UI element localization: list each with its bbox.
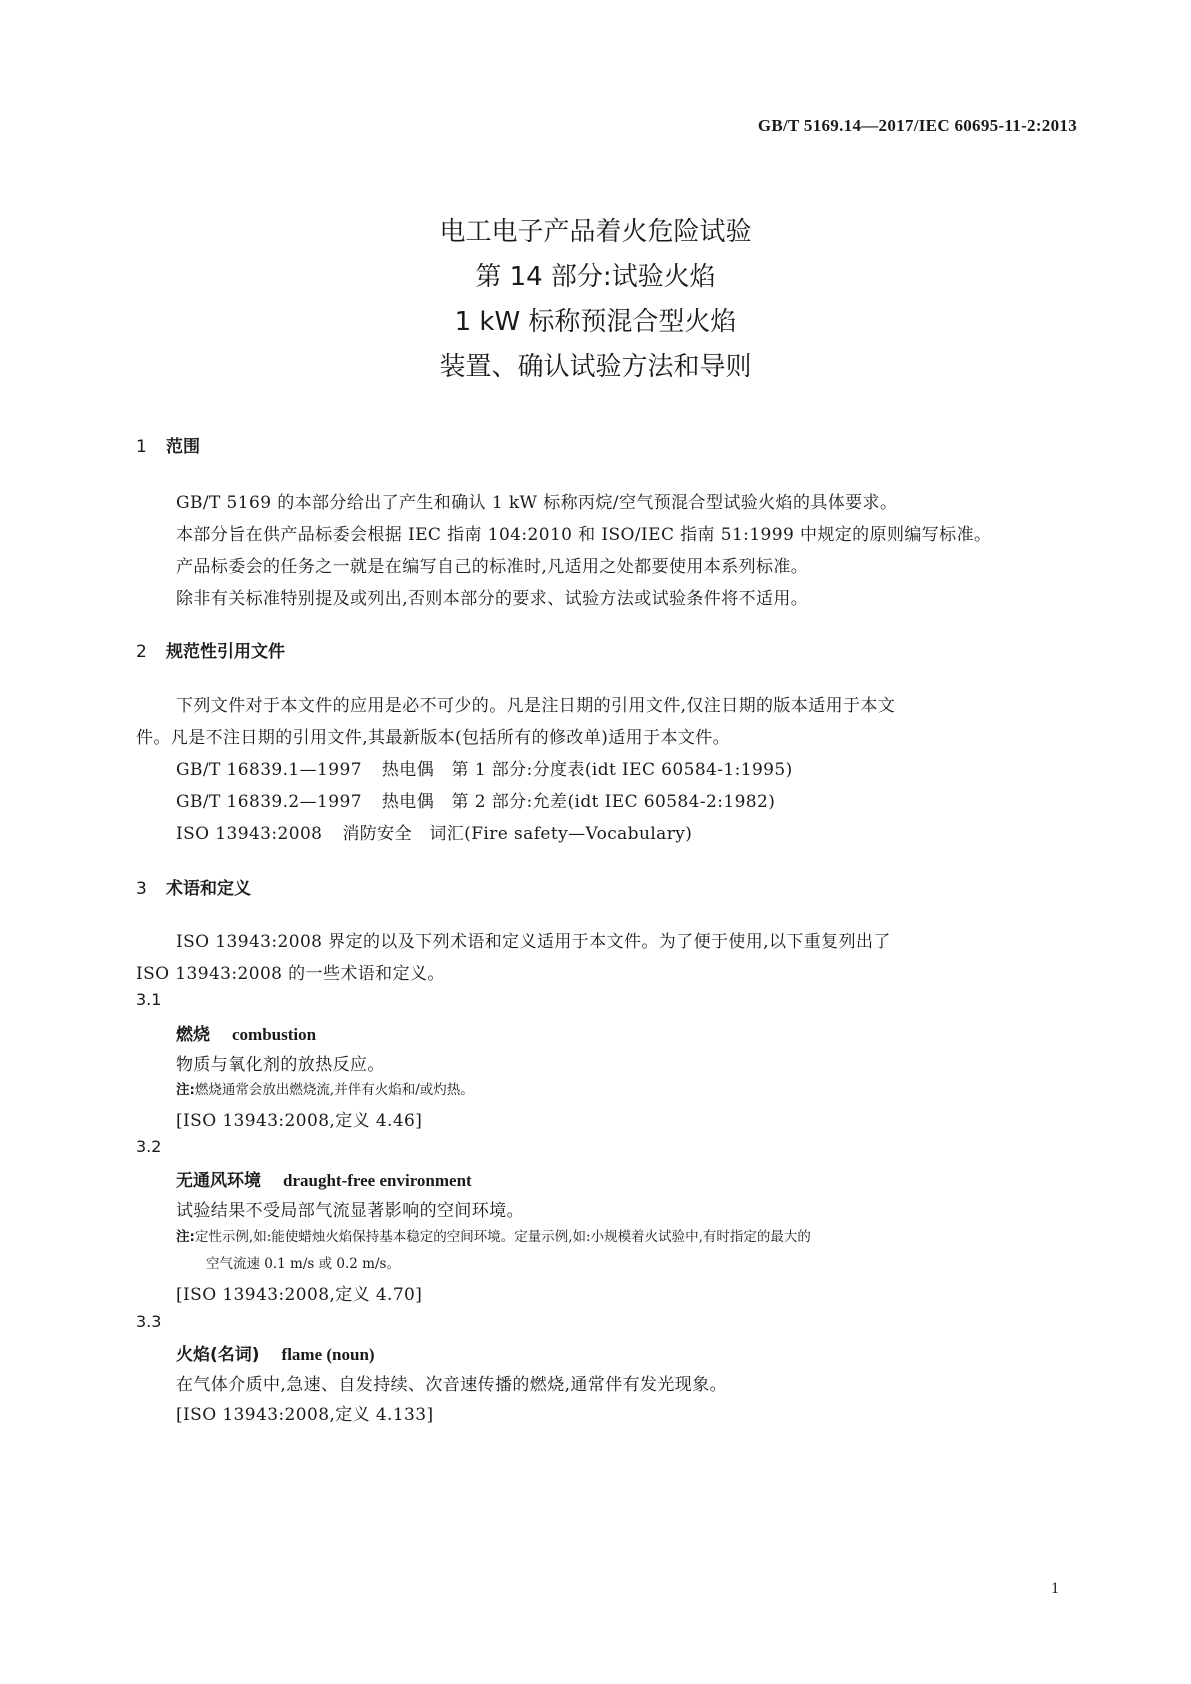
paragraph: ISO 13943:2008 的一些术语和定义。 [136,964,445,984]
section-2-heading [136,637,285,662]
term-chinese: 燃烧 [176,1025,210,1045]
term-source: [ISO 13943:2008,定义 4.70] [176,1285,423,1305]
term-heading [176,1166,472,1191]
section-1-heading [136,432,200,457]
reference-item [136,786,1056,818]
section-number: 2 [136,642,147,662]
section-number: 3 [136,879,147,899]
reference-code: ISO 13943:2008 [176,824,323,844]
paragraph: 产品标委会的任务之一就是在编写自己的标准时,凡适用之处都要使用本系列标准。 [176,557,809,577]
section-1-body [136,487,1056,615]
term-source: [ISO 13943:2008,定义 4.133] [176,1405,434,1425]
reference-title: 热电偶 第 1 部分:分度表(idt IEC 60584-1:1995) [381,760,793,780]
note-text: 空气流速 0.1 m/s 或 0.2 m/s。 [206,1256,400,1272]
reference-item [136,754,1056,786]
section-3-heading [136,874,251,899]
term-heading [176,1340,375,1365]
term-chinese: 火焰(名词) [176,1345,260,1365]
term-chinese: 无通风环境 [176,1171,261,1191]
paragraph: 除非有关标准特别提及或列出,否则本部分的要求、试验方法或试验条件将不适用。 [176,589,809,609]
reference-title: 消防安全 词汇(Fire safety—Vocabulary) [342,824,693,844]
reference-title: 热电偶 第 2 部分:允差(idt IEC 60584-2:1982) [381,792,776,812]
term-number: 3.1 [136,990,162,1009]
term-note [176,1224,1056,1278]
note-text: 燃烧通常会放出燃烧流,并伴有火焰和/或灼热。 [194,1082,474,1098]
paragraph: 件。凡是不注日期的引用文件,其最新版本(包括所有的修改单)适用于本文件。 [136,728,731,748]
term-definition: 试验结果不受局部气流显著影响的空间环境。 [176,1201,524,1221]
term-note [176,1077,1056,1104]
section-title: 范围 [166,437,200,457]
term-definition: 在气体介质中,急速、自发持续、次音速传播的燃烧,通常伴有发光现象。 [176,1375,728,1395]
section-title: 术语和定义 [166,879,251,899]
title-line-2: 第 14 部分:试验火焰 [475,262,716,292]
term-english: flame (noun) [281,1345,375,1364]
title-line-1: 电工电子产品着火危险试验 [439,217,752,247]
note-label: 注: [176,1082,195,1098]
reference-item [136,818,1056,850]
note-label: 注: [176,1229,195,1245]
term-number: 3.3 [136,1312,162,1331]
paragraph: 本部分旨在供产品标委会根据 IEC 指南 104:2010 和 ISO/IEC 指南 51:1999 中规定的原则编写标准。 [176,525,992,545]
section-number: 1 [136,437,147,457]
term-heading [176,1020,316,1045]
title-line-3: 1 kW 标称预混合型火焰 [454,307,737,337]
standard-number: GB/T 5169.14—2017/IEC 60695-11-2:2013 [757,116,1077,135]
document-title [0,210,1191,390]
section-3-intro [136,926,1056,990]
term-english: draught-free environment [283,1171,472,1190]
title-line-4: 装置、确认试验方法和导则 [439,352,752,382]
note-text: 定性示例,如:能使蜡烛火焰保持基本稳定的空间环境。定量示例,如:小规模着火试验中,有时指定的最大的 [194,1229,811,1245]
section-2-body [136,690,1056,850]
reference-code: GB/T 16839.1—1997 [176,760,362,780]
reference-code: GB/T 16839.2—1997 [176,792,362,812]
section-title: 规范性引用文件 [166,642,285,662]
page-number: 1 [1051,1580,1059,1597]
term-number: 3.2 [136,1137,162,1156]
paragraph: ISO 13943:2008 界定的以及下列术语和定义适用于本文件。为了便于使用,以下重复列出了 [176,932,891,952]
term-source: [ISO 13943:2008,定义 4.46] [176,1111,423,1131]
paragraph: 下列文件对于本文件的应用是必不可少的。凡是注日期的引用文件,仅注日期的版本适用于本文 [176,696,896,716]
term-definition: 物质与氧化剂的放热反应。 [176,1055,385,1075]
term-english: combustion [232,1025,317,1044]
paragraph: GB/T 5169 的本部分给出了产生和确认 1 kW 标称丙烷/空气预混合型试验火焰的具体要求。 [176,493,898,513]
